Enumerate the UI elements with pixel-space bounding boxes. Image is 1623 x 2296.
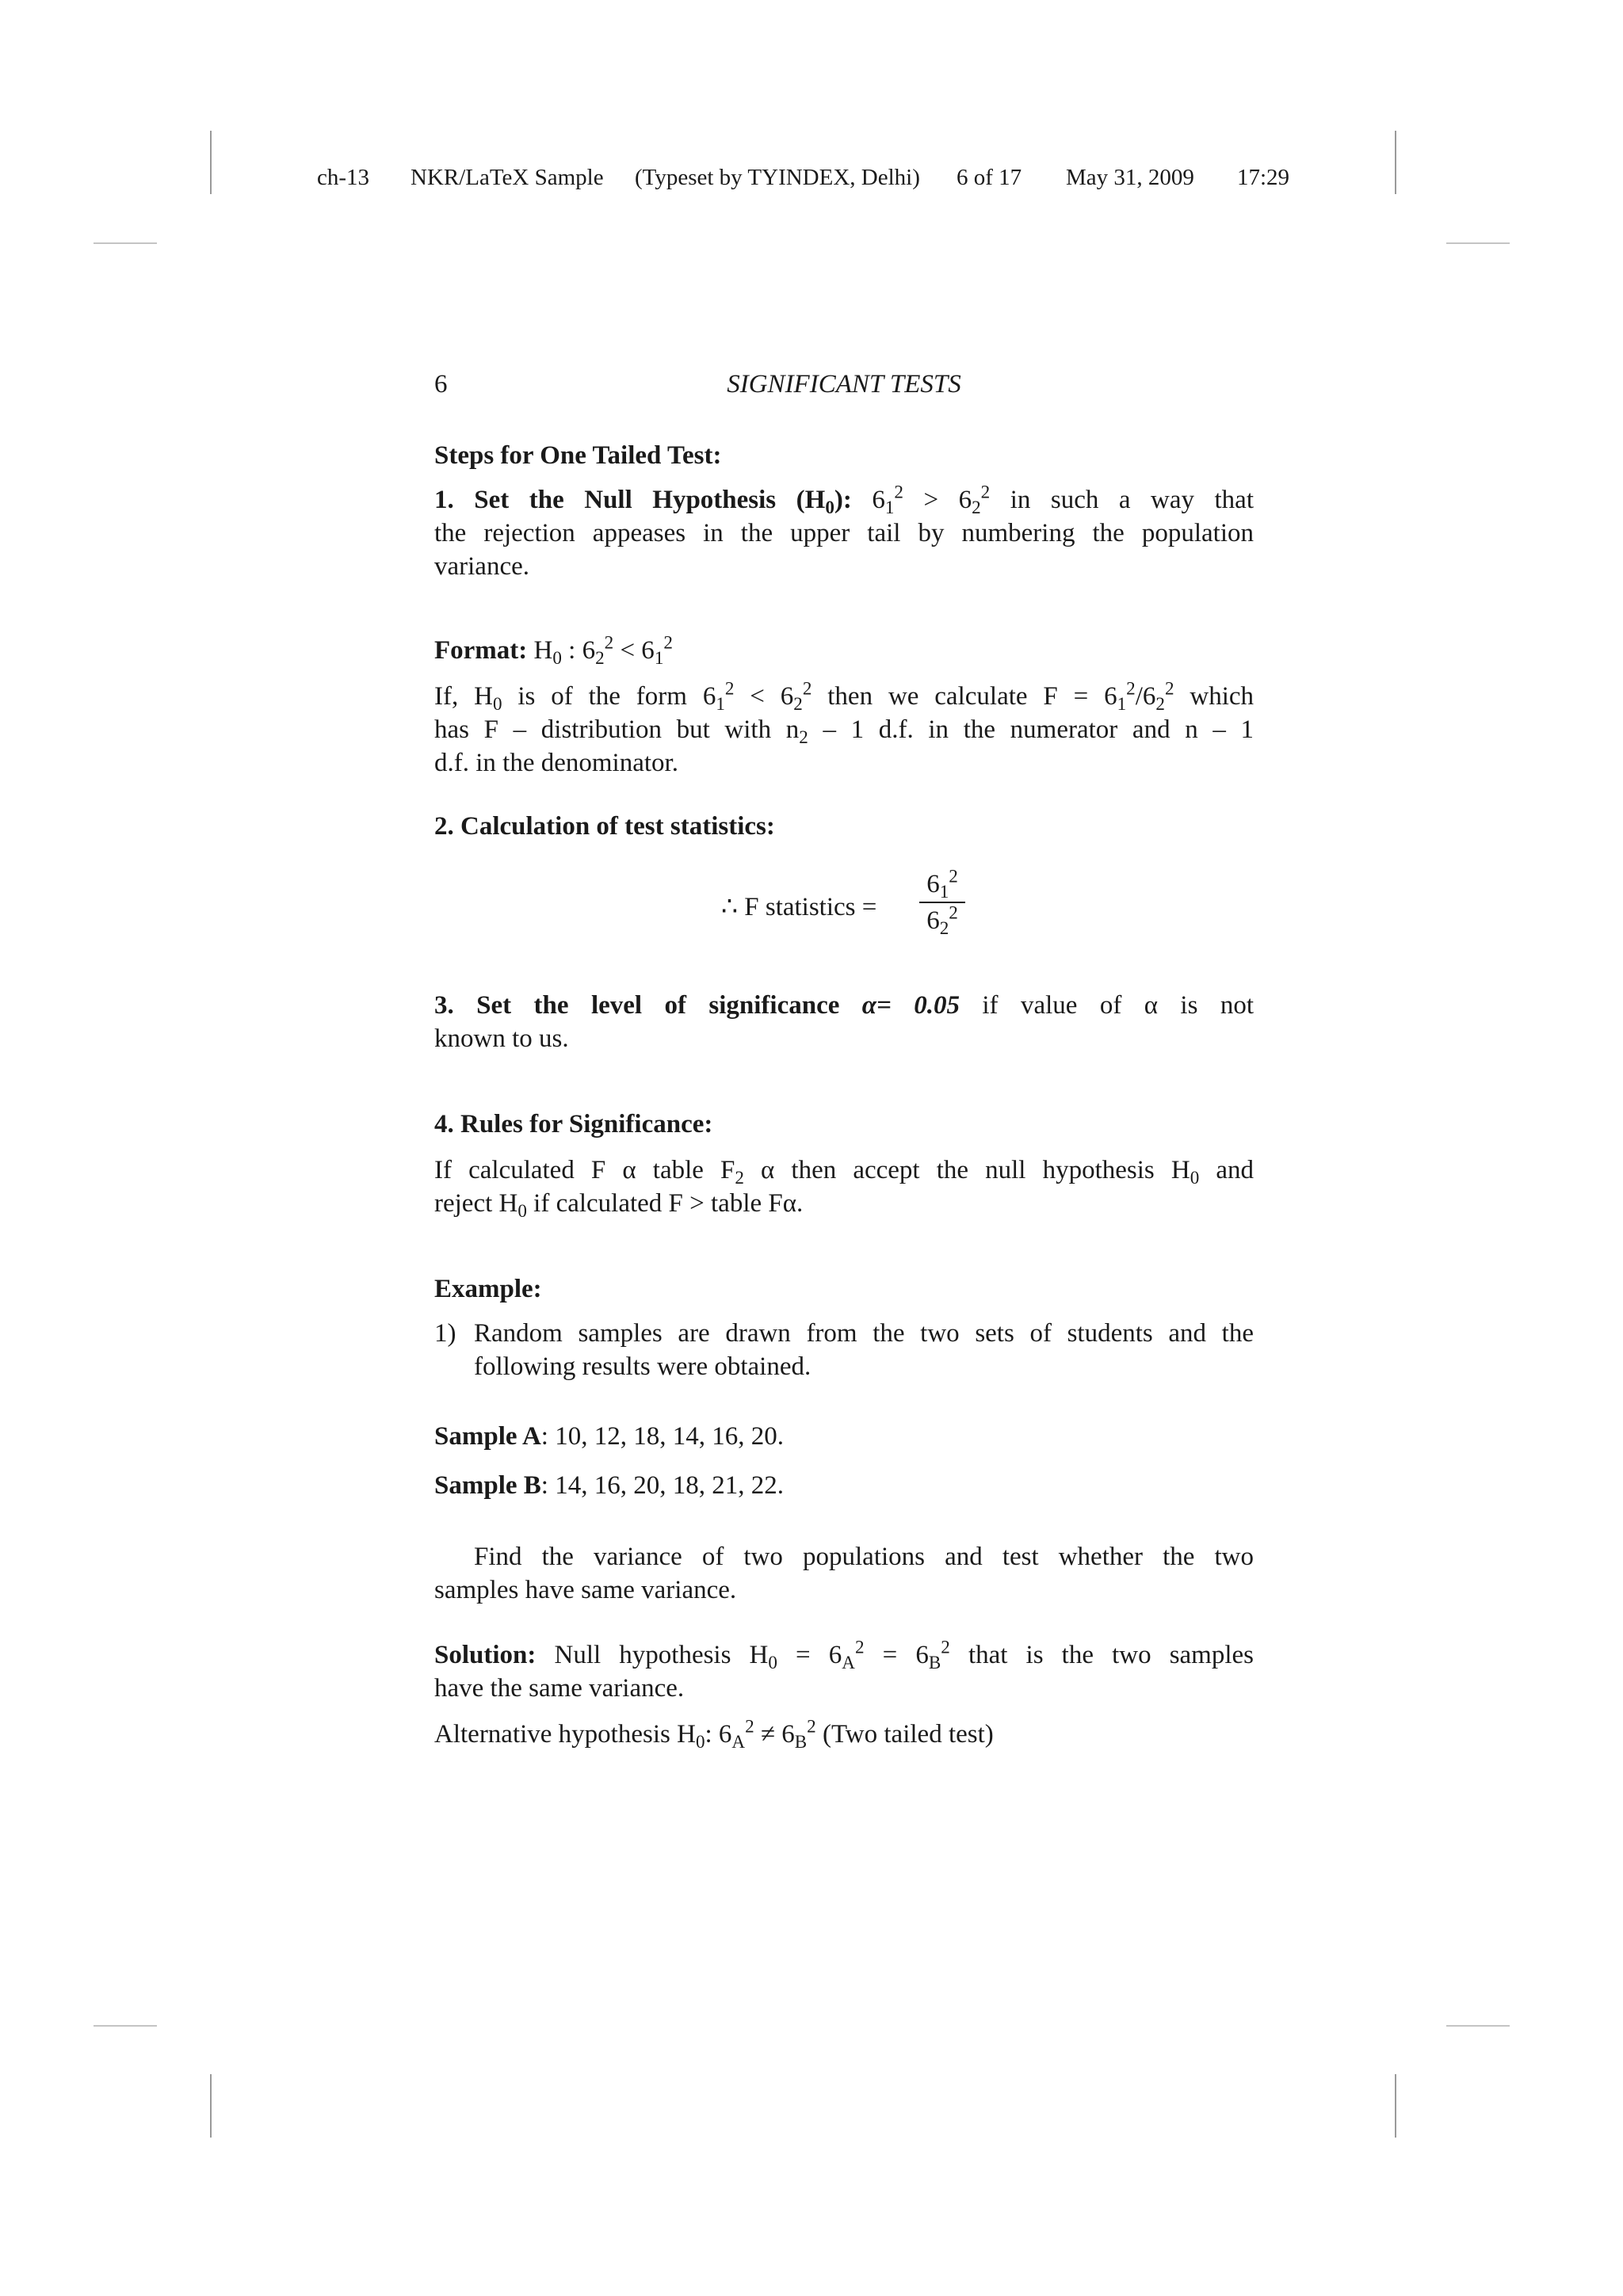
crop-mark <box>210 2074 212 2138</box>
step1-line1: 1. Set the Null Hypothesis $(H_0)$: $6_1^2 > 6_2^2$ in such a way that <box>434 481 1254 517</box>
example-item-line2: following results were obtained. <box>474 1352 812 1381</box>
step2-heading: 2. Calculation of test statistics: <box>434 812 775 841</box>
find-line2: samples have same variance. <box>434 1576 737 1604</box>
page-number: 6 <box>434 370 448 399</box>
header-time: 17:29 <box>1237 165 1290 190</box>
crop-mark <box>1395 131 1396 194</box>
header-sample: NKR/LaTeX Sample <box>411 165 604 190</box>
solution-line2: have the same variance. <box>434 1674 685 1703</box>
alternative-hypothesis: Alternative hypothesis $H_0$: $6_A^2 \ne 6_B^2$ (Two tailed test) <box>434 1715 994 1752</box>
formula-lead: ∴ F statistics = <box>721 893 877 921</box>
step3-line1: 3. Set the level of significance α= 0.05 if value of α is not <box>434 991 1254 1020</box>
crop-mark <box>94 2025 157 2027</box>
crop-mark <box>210 131 212 194</box>
format-line3: d.f. in the denominator. <box>434 749 678 777</box>
running-title: SIGNIFICANT TESTS <box>727 370 961 399</box>
f-statistic-fraction: $6_1^2$ $6_2^2$ <box>919 868 965 936</box>
crop-mark <box>1446 2025 1510 2027</box>
sample-a: Sample A: 10, 12, 18, 14, 16, 20. <box>434 1422 784 1451</box>
step1-line3: variance. <box>434 552 529 581</box>
format-line1: If, $H_0$ is of the form $6_1^2 < 6_2^2$ then we calculate $F = 6_1^2/6_2^2$ which <box>434 677 1254 714</box>
solution-line1: Solution: Null hypothesis $H_0 = 6_A^2 = 6_B^2$ that is the two samples <box>434 1636 1254 1672</box>
example-item-number: 1) <box>434 1319 456 1348</box>
step4-line1: If calculated F α table $F_2$ α then accept the null hypothesis $H_0$ and <box>434 1156 1254 1188</box>
header-typeset: (Typeset by TYINDEX, Delhi) <box>635 165 920 190</box>
crop-mark <box>1395 2074 1396 2138</box>
header-page-of: 6 of 17 <box>957 165 1022 190</box>
step3-line2: known to us. <box>434 1024 569 1053</box>
crop-mark <box>1446 242 1510 244</box>
find-line1: Find the variance of two populations and test whether the two <box>474 1543 1254 1571</box>
format-line2: has F – distribution but with $n_2 - 1$ d.f. in the numerator and n – 1 <box>434 715 1254 747</box>
header-date: May 31, 2009 <box>1066 165 1194 190</box>
section-title: Steps for One Tailed Test: <box>434 441 722 470</box>
format-heading: Format: $H_0$ : $6_2^2 < 6_1^2$ <box>434 631 673 668</box>
header-chapter: ch-13 <box>317 165 370 190</box>
step4-line2: reject $H_0$ if calculated F > table Fα. <box>434 1189 804 1221</box>
crop-mark <box>94 242 157 244</box>
example-item-line1: Random samples are drawn from the two sets of students and the <box>474 1319 1254 1348</box>
example-heading: Example: <box>434 1275 542 1303</box>
sample-b: Sample B: 14, 16, 20, 18, 21, 22. <box>434 1471 784 1500</box>
step1-line2: the rejection appeases in the upper tail by numbering the population <box>434 519 1254 547</box>
step4-heading: 4. Rules for Significance: <box>434 1110 713 1138</box>
